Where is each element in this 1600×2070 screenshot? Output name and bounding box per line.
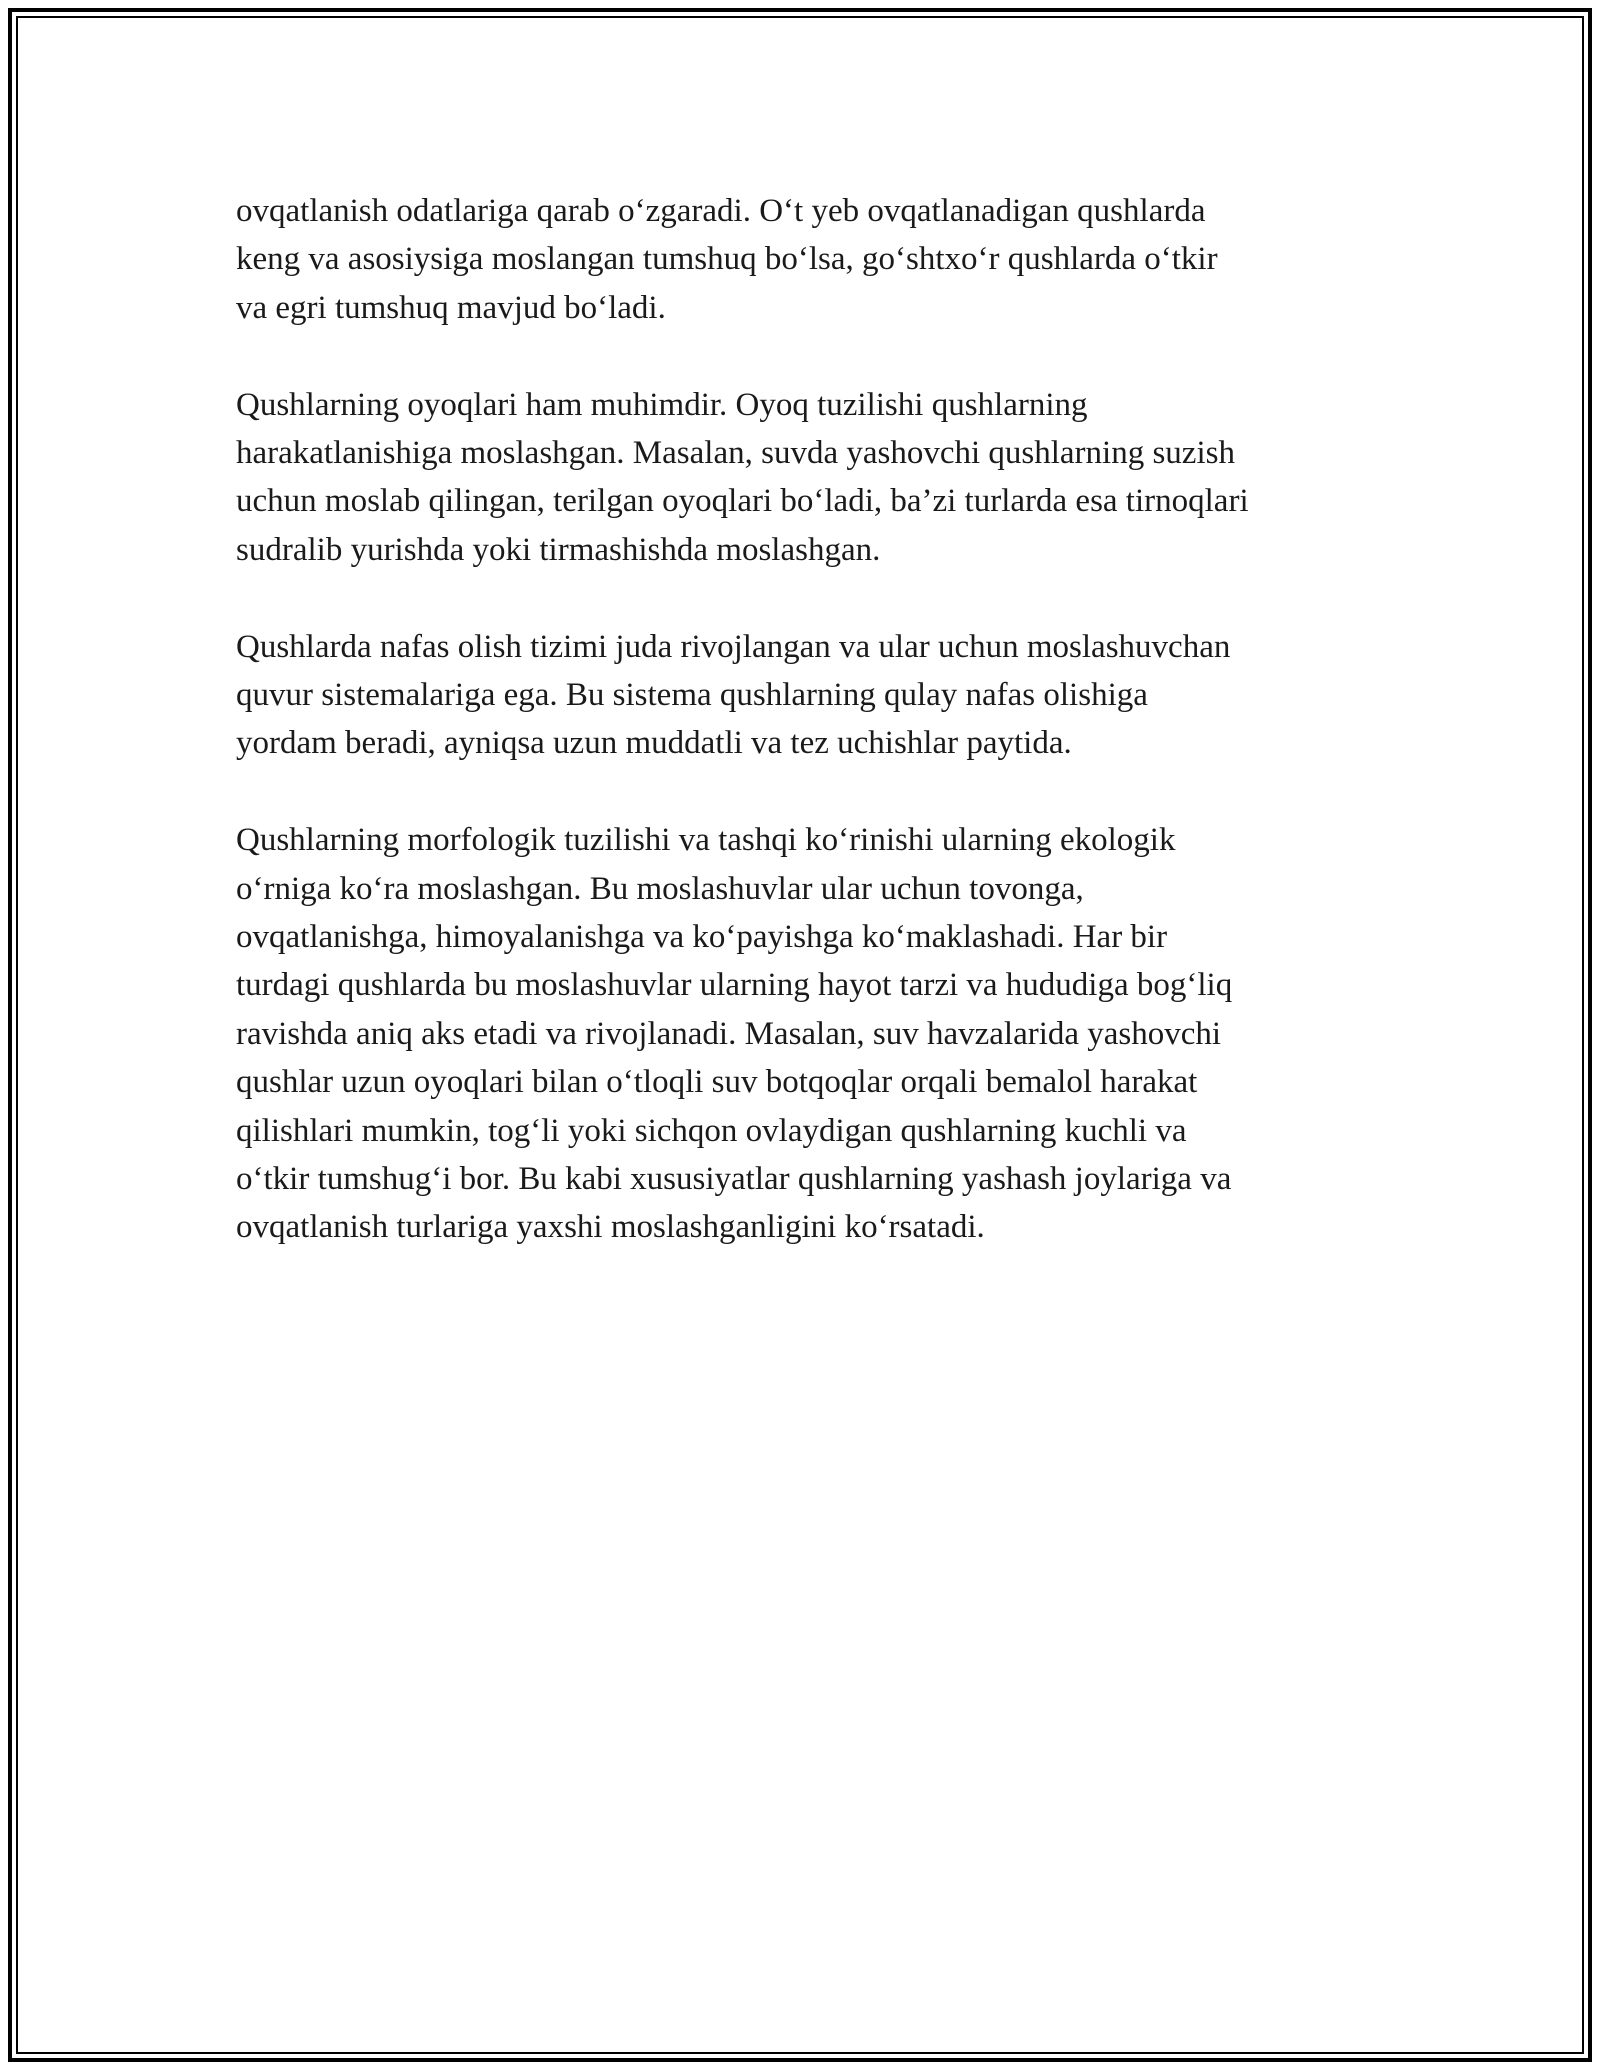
text-line: Qushlarning morfologik tuzilishi va tashqi ko‘rinishi ularning ekologik (236, 822, 1176, 859)
document-body (236, 187, 1366, 1300)
text-line: quvur sistemalariga ega. Bu sistema qushlarning qulay nafas olishiga (236, 677, 1148, 714)
paragraph-respiration (236, 623, 1366, 768)
text-line: o‘rniga ko‘ra moslashgan. Bu moslashuvlar ular uchun tovonga, (236, 870, 1084, 907)
text-line: va egri tumshuq mavjud bo‘ladi. (236, 289, 666, 326)
text-line: ravishda aniq aks etadi va rivojlanadi. Masalan, suv havzalarida yashovchi (236, 1015, 1222, 1052)
paragraph-legs (236, 381, 1366, 575)
text-line: ovqatlanish turlariga yaxshi moslashganligini ko‘rsatadi. (236, 1209, 985, 1246)
text-line: turdagi qushlarda bu moslashuvlar ularning hayot tarzi va hududiga bog‘liq (236, 967, 1233, 1004)
text-line: o‘tkir tumshug‘i bor. Bu kabi xususiyatlar qushlarning yashash joylariga va (236, 1161, 1232, 1198)
text-line: keng va asosiysiga moslangan tumshuq bo‘lsa, go‘shtxo‘r qushlarda o‘tkir (236, 241, 1218, 278)
text-line: ovqatlanish odatlariga qarab o‘zgaradi. O‘t yeb ovqatlanadigan qushlarda (236, 193, 1206, 229)
text-line: qilishlari mumkin, tog‘li yoki sichqon ovlaydigan qushlarning kuchli va (236, 1112, 1187, 1149)
text-line: Qushlarning oyoqlari ham muhimdir. Oyoq tuzilishi qushlarning (236, 386, 1088, 423)
text-line: harakatlanishiga moslashgan. Masalan, suvda yashovchi qushlarning suzish (236, 435, 1235, 472)
text-line: Qushlarda nafas olish tizimi juda rivojlangan va ular uchun moslashuvchan (236, 628, 1231, 665)
text-line: qushlar uzun oyoqlari bilan o‘tloqli suv botqoqlar orqali bemalol harakat (236, 1064, 1198, 1101)
text-line: yordam beradi, ayniqsa uzun muddatli va tez uchishlar paytida. (236, 725, 1072, 762)
paragraph-morphology (236, 816, 1366, 1252)
text-line: ovqatlanishga, himoyalanishga va ko‘payishga ko‘maklashadi. Har bir (236, 919, 1168, 956)
text-line: uchun moslab qilingan, terilgan oyoqlari bo‘ladi, ba’zi turlarda esa tirnoqlari (236, 483, 1249, 520)
paragraph-beak (236, 187, 1366, 332)
text-line: sudralib yurishda yoki tirmashishda moslashgan. (236, 531, 881, 568)
